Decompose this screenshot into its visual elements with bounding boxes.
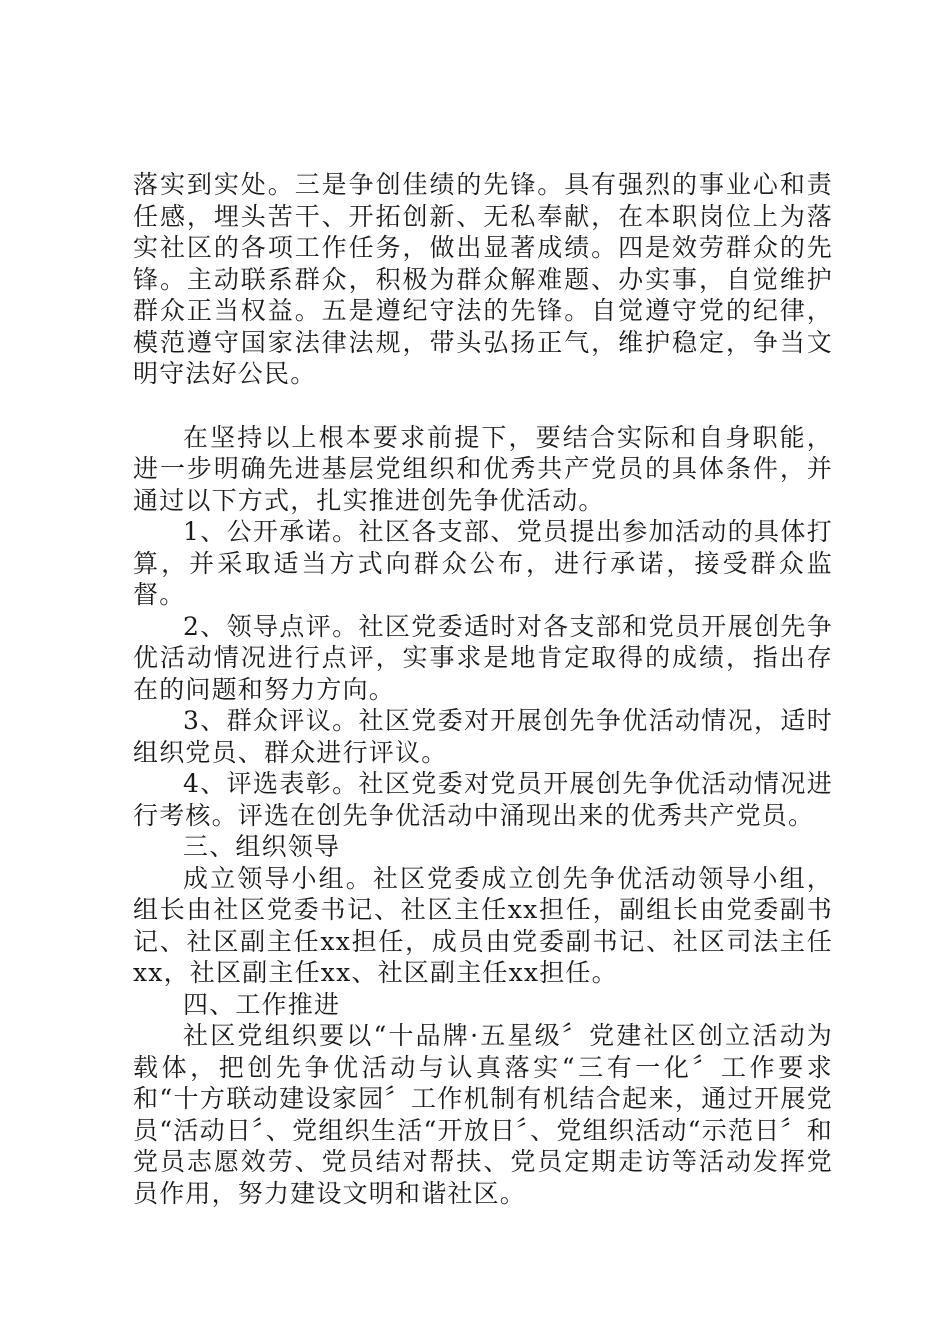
document-body xyxy=(133,169,833,1209)
section-heading-organization: 三、组织领导 xyxy=(183,832,341,861)
section-heading-work-progress: 四、工作推进 xyxy=(183,989,341,1019)
paragraph-requirements: 在坚持以上根本要求前提下，要结合实际和自身职能，进一步明确先进基层党组织和优秀共产党员的具体条件，并通过以下方式，扎实推进创先争优活动。 xyxy=(133,422,833,515)
paragraph-work-progress: 社区党组织要以“十品牌·五星级〞党建社区创立活动为载体，把创先争优活动与认真落实“三有一化〞工作要求和“十方联动建设家园〞工作机制有机结合起来，通过开展党员“活动日〞、党组织生活“开放日〞、党组织活动“示范日〞和党员志愿效劳、党员结对帮扶、党员定期走访等活动发挥党员作用，努力建设文明和谐社区。 xyxy=(133,1021,833,1208)
paragraph-pioneer-standards: 落实到实处。三是争创佳绩的先锋。具有强烈的事业心和责任感，埋头苦干、开拓创新、无私奉献，在本职岗位上为落实社区的各项工作任务，做出显著成绩。四是效劳群众的先锋。主动联系群众，积极为群众解难题、办实事，自觉维护群众正当权益。五是遵纪守法的先锋。自觉遵守党的纪律，模范遵守国家法律法规，带头弘扬正气，维护稳定，争当文明守法好公民。 xyxy=(133,170,833,388)
paragraph-selection-awards: 4、评选表彰。社区党委对党员开展创先争优活动情况进行考核。评选在创先争优活动中涌现出来的优秀共产党员。 xyxy=(133,769,833,830)
paragraph-leadership-review: 2、领导点评。社区党委适时对各支部和党员开展创先争优活动情况进行点评，实事求是地肯定取得的成绩，指出存在的问题和努力方向。 xyxy=(133,611,833,704)
paragraph-leading-group: 成立领导小组。社区党委成立创先争优活动领导小组，组长由社区党委书记、社区主任xx担任，副组长由党委副书记、社区副主任xx担任，成员由党委副书记、社区司法主任xx，社区副主任xx、社区副主任xx担任。 xyxy=(133,863,833,987)
paragraph-public-evaluation: 3、群众评议。社区党委对开展创先争优活动情况，适时组织党员、群众进行评议。 xyxy=(133,706,833,767)
paragraph-public-commitment: 1、公开承诺。社区各支部、党员提出参加活动的具体打算，并采取适当方式向群众公布，进行承诺，接受群众监督。 xyxy=(133,517,833,609)
